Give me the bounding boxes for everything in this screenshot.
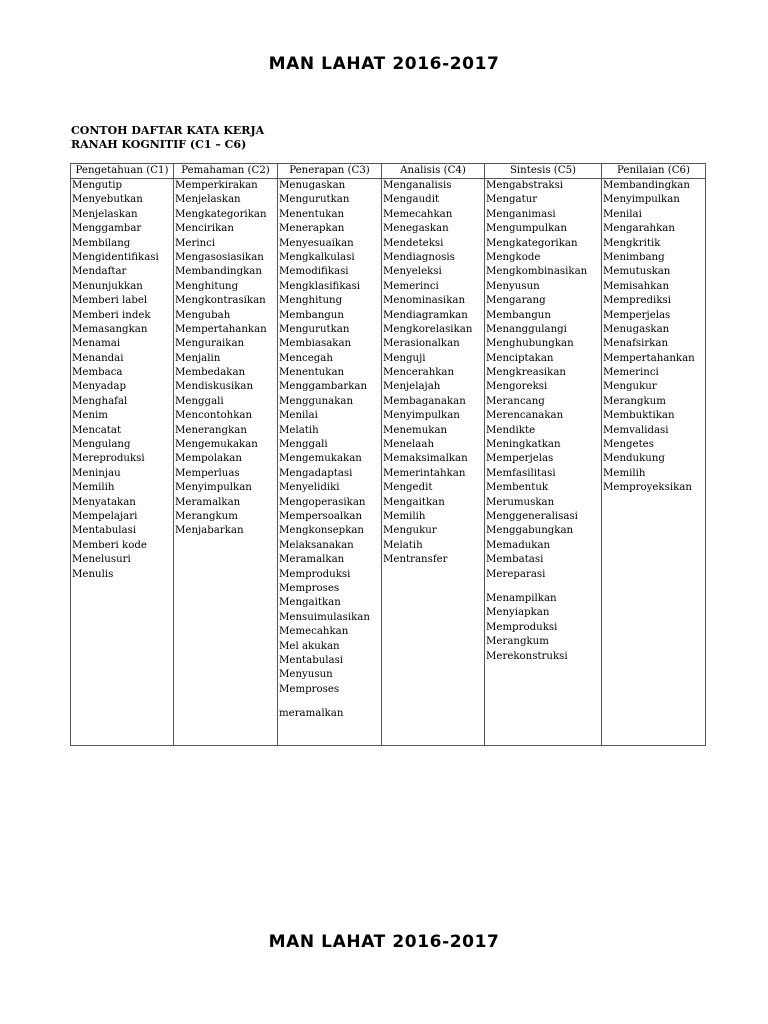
verb-item: Mentransfer [383, 554, 448, 566]
verb-item: Mereproduksi [72, 453, 145, 465]
verb-item: Mengkombinasikan [486, 266, 588, 278]
verb-item: Mengoperasikan [279, 496, 366, 508]
verb-item: Menyimpulkan [383, 410, 460, 422]
verb-item: Menugaskan [603, 323, 670, 335]
verb-item: Mengarang [486, 295, 546, 307]
verb-item: Menghitung [279, 295, 343, 307]
verb-item: Mengumpulkan [486, 223, 567, 235]
page-header: MAN LAHAT 2016-2017 [268, 54, 500, 74]
verb-item: Memproduksi [279, 568, 351, 580]
list-spacer [279, 697, 380, 707]
verb-item: Mengidentifikasi [72, 251, 159, 263]
verb-item: Menerangkan [175, 424, 247, 436]
verb-item: Memasangkan [72, 323, 148, 335]
verb-item: Menyeleksi [383, 266, 442, 278]
verb-item: Mentabulasi [279, 654, 344, 666]
verb-item: Mendeteksi [383, 237, 444, 249]
verb-item: Membilang [72, 237, 131, 249]
verb-item: Memprediksi [603, 295, 671, 307]
verb-item: Menyesuaikan [279, 237, 354, 249]
verb-item: Mengaitkan [383, 496, 445, 508]
verb-item: Mengkategorikan [175, 208, 267, 220]
verb-item: Memfasilitasi [486, 467, 556, 479]
verb-item: Memvalidasi [603, 424, 669, 436]
verb-item: Menguraikan [175, 338, 245, 350]
verb-item: Merangkum [175, 510, 238, 522]
verb-item: Mempersoalkan [279, 510, 363, 522]
verb-item: Mengarahkan [603, 223, 675, 235]
verb-item: Menunjukkan [72, 280, 143, 292]
verb-table [70, 163, 706, 746]
verb-list-c1 [71, 179, 174, 746]
verb-list-c2 [174, 179, 278, 746]
verb-item: Mengedit [383, 482, 433, 494]
verb-item: Mendiagnosis [383, 251, 455, 263]
verb-item: Memberi kode [72, 539, 147, 551]
column-header-c2: Pemahaman (C2) [174, 164, 278, 179]
verb-item: Merangkum [486, 636, 549, 648]
verb-item: Memilih [72, 482, 115, 494]
verb-item: Menyimpulkan [603, 194, 680, 206]
verb-item: Meramalkan [175, 496, 241, 508]
verb-item: Melaksanakan [279, 539, 354, 551]
verb-item: Menyusun [279, 669, 333, 681]
title-line-2: RANAH KOGNITIF (C1 – C6) [71, 138, 247, 151]
verb-item: Menentukan [279, 208, 345, 220]
verb-item: Memutuskan [603, 266, 671, 278]
verb-item: Mengukur [383, 525, 437, 537]
verb-item: Melatih [279, 424, 319, 436]
verb-item: Menyimpulkan [175, 482, 252, 494]
verb-item: Menjelaskan [175, 194, 241, 206]
verb-item: Membandingkan [175, 266, 262, 278]
verb-item: Menelaah [383, 439, 435, 451]
verb-item: Memperkirakan [175, 180, 258, 191]
verb-item: Menciptakan [486, 352, 554, 364]
verb-item: Menugaskan [279, 180, 346, 191]
verb-item: Mengkode [486, 251, 541, 263]
verb-item: Merekonstruksi [486, 650, 568, 662]
verb-item: Membaca [72, 367, 123, 379]
verb-item: Mempelajari [72, 510, 138, 522]
verb-item: Menghafal [72, 395, 128, 407]
document-title [71, 124, 264, 152]
verb-item: Membedakan [175, 367, 246, 379]
verb-item: Menganalisis [383, 180, 452, 191]
column-header-c4: Analisis (C4) [382, 164, 485, 179]
verb-item: Menimbang [603, 251, 665, 263]
verb-item: Mengkonsepkan [279, 525, 364, 537]
verb-item: Menentukan [279, 367, 345, 379]
verb-item: Menampilkan [486, 592, 557, 604]
verb-item: Menegaskan [383, 223, 449, 235]
verb-item: Menjabarkan [175, 525, 244, 537]
verb-item: Memerintahkan [383, 467, 466, 479]
verb-item: Membentuk [486, 482, 549, 494]
verb-item: Memperjelas [486, 453, 554, 465]
verb-item: Menafsirkan [603, 338, 669, 350]
verb-item: Menggunakan [279, 395, 354, 407]
verb-item: Menjelaskan [72, 208, 138, 220]
verb-item: Mentabulasi [72, 525, 137, 537]
verb-item: Menyelidiki [279, 482, 340, 494]
verb-item: Menominasikan [383, 295, 466, 307]
verb-item: Menghitung [175, 280, 239, 292]
title-line-1: CONTOH DAFTAR KATA KERJA [71, 124, 265, 137]
verb-item: Mencontohkan [175, 410, 253, 422]
verb-item: Melatih [383, 539, 423, 551]
verb-item: Membatasi [486, 554, 544, 566]
verb-item: Mengkritik [603, 237, 661, 249]
verb-item: Membangun [279, 309, 344, 321]
verb-item: Menyadap [72, 381, 126, 393]
verb-item: Mencirikan [175, 223, 234, 235]
verb-list-c6 [602, 179, 706, 746]
verb-item: Menyusun [486, 280, 540, 292]
verb-item: Menanggulangi [486, 323, 567, 335]
verb-item: Mengetes [603, 439, 654, 451]
verb-item: Mengubah [175, 309, 231, 321]
verb-item: Mengkategorikan [486, 237, 578, 249]
verb-item: Mendaftar [72, 266, 127, 278]
verb-item: Mengkontrasikan [175, 295, 266, 307]
verb-item: Mengatur [486, 194, 538, 206]
verb-list-c5 [485, 179, 602, 746]
verb-item: Memodifikasi [279, 266, 349, 278]
verb-item: Mendiskusikan [175, 381, 254, 393]
verb-item: Merumuskan [486, 496, 555, 508]
column-header-c5: Sintesis (C5) [485, 164, 602, 179]
verb-item: Merasionalkan [383, 338, 460, 350]
verb-item: Menggambarkan [279, 381, 368, 393]
table-body-row [71, 179, 706, 746]
verb-item: Memilih [383, 510, 426, 522]
verb-item: Membaganakan [383, 395, 466, 407]
verb-item: Mendukung [603, 453, 665, 465]
verb-item: Menamai [72, 338, 121, 350]
verb-item: Mengutip [72, 180, 122, 191]
verb-item: Menyiapkan [486, 607, 550, 619]
verb-item: Memproses [279, 683, 340, 695]
verb-item: Mengkorelasikan [383, 323, 473, 335]
verb-item: Menjelajah [383, 381, 441, 393]
verb-item: Merangkum [603, 395, 666, 407]
column-header-c3: Penerapan (C3) [278, 164, 382, 179]
verb-item: Menggeneralisasi [486, 510, 578, 522]
verb-item: Merencanakan [486, 410, 564, 422]
verb-item: Membandingkan [603, 180, 690, 191]
verb-item: Memecahkan [279, 626, 349, 638]
verb-item: Menjalin [175, 352, 221, 364]
verb-item: Menggabungkan [486, 525, 574, 537]
verb-item: Membuktikan [603, 410, 675, 422]
verb-item: Memproyeksikan [603, 482, 692, 494]
verb-item: Membangun [486, 309, 551, 321]
verb-item: Menilai [279, 410, 318, 422]
column-header-c6: Penilaian (C6) [602, 164, 706, 179]
table-header-row [71, 164, 706, 179]
verb-item: Memperjelas [603, 309, 671, 321]
verb-item: Memerinci [603, 367, 659, 379]
verb-item: Merancang [486, 395, 545, 407]
verb-item: Menim [72, 410, 108, 422]
verb-item: Menghubungkan [486, 338, 574, 350]
verb-item: Menguji [383, 352, 426, 364]
verb-item: Menelusuri [72, 554, 131, 566]
verb-item: meramalkan [279, 708, 344, 720]
verb-item: Mengemukakan [175, 439, 258, 451]
verb-item: Mel akukan [279, 640, 340, 652]
verb-item: Menggambar [72, 223, 142, 235]
verb-item: Menandai [72, 352, 124, 364]
verb-item: Mengulang [72, 439, 131, 451]
list-spacer [486, 582, 600, 592]
verb-item: Menilai [603, 208, 642, 220]
verb-item: Memproses [279, 582, 340, 594]
verb-item: Memberi indek [72, 309, 151, 321]
verb-item: Mendiagramkan [383, 309, 468, 321]
verb-item: Mempertahankan [603, 352, 695, 364]
verb-item: Mengabstraksi [486, 180, 564, 191]
verb-item: Merinci [175, 237, 216, 249]
verb-item: Mengasosiasikan [175, 251, 264, 263]
verb-item: Mengaitkan [279, 597, 341, 609]
verb-item: Memperluas [175, 467, 240, 479]
verb-item: Mencegah [279, 352, 333, 364]
verb-item: Membiasakan [279, 338, 352, 350]
verb-item: Memecahkan [383, 208, 453, 220]
verb-item: Mengadaptasi [279, 467, 353, 479]
verb-item: Menggali [279, 439, 328, 451]
verb-item: Memproduksi [486, 621, 558, 633]
verb-item: Memadukan [486, 539, 551, 551]
verb-item: Mempolakan [175, 453, 242, 465]
verb-item: Mencerahkan [383, 367, 455, 379]
verb-item: Menganimasi [486, 208, 556, 220]
verb-item: Menemukan [383, 424, 448, 436]
verb-item: Mengkalkulasi [279, 251, 355, 263]
verb-item: Mencatat [72, 424, 122, 436]
verb-item: Meninjau [72, 467, 121, 479]
verb-item: Mengkreasikan [486, 367, 566, 379]
verb-item: Mengklasifikasi [279, 280, 361, 292]
verb-list-c3 [278, 179, 382, 746]
verb-item: Memilih [603, 467, 646, 479]
verb-item: Mengoreksi [486, 381, 548, 393]
verb-list-c4 [382, 179, 485, 746]
verb-item: Memaksimalkan [383, 453, 468, 465]
verb-item: Menyatakan [72, 496, 136, 508]
verb-item: Meningkatkan [486, 439, 561, 451]
verb-item: Memerinci [383, 280, 439, 292]
verb-item: Menggali [175, 395, 224, 407]
verb-item: Mendikte [486, 424, 536, 436]
verb-item: Memisahkan [603, 280, 670, 292]
verb-item: Mengurutkan [279, 194, 350, 206]
page-footer: MAN LAHAT 2016-2017 [268, 932, 500, 952]
verb-item: Mengaudit [383, 194, 440, 206]
verb-item: Meramalkan [279, 554, 345, 566]
verb-item: Menyebutkan [72, 194, 143, 206]
verb-item: Mengukur [603, 381, 657, 393]
verb-item: Menulis [72, 568, 114, 580]
verb-item: Menerapkan [279, 223, 345, 235]
verb-item: Mengurutkan [279, 323, 350, 335]
verb-item: Memberi label [72, 295, 148, 307]
column-header-c1: Pengetahuan (C1) [71, 164, 174, 179]
verb-item: Mengemukakan [279, 453, 362, 465]
verb-item: Mempertahankan [175, 323, 267, 335]
verb-item: Mereparasi [486, 568, 546, 580]
verb-item: Mensuimulasikan [279, 611, 370, 623]
